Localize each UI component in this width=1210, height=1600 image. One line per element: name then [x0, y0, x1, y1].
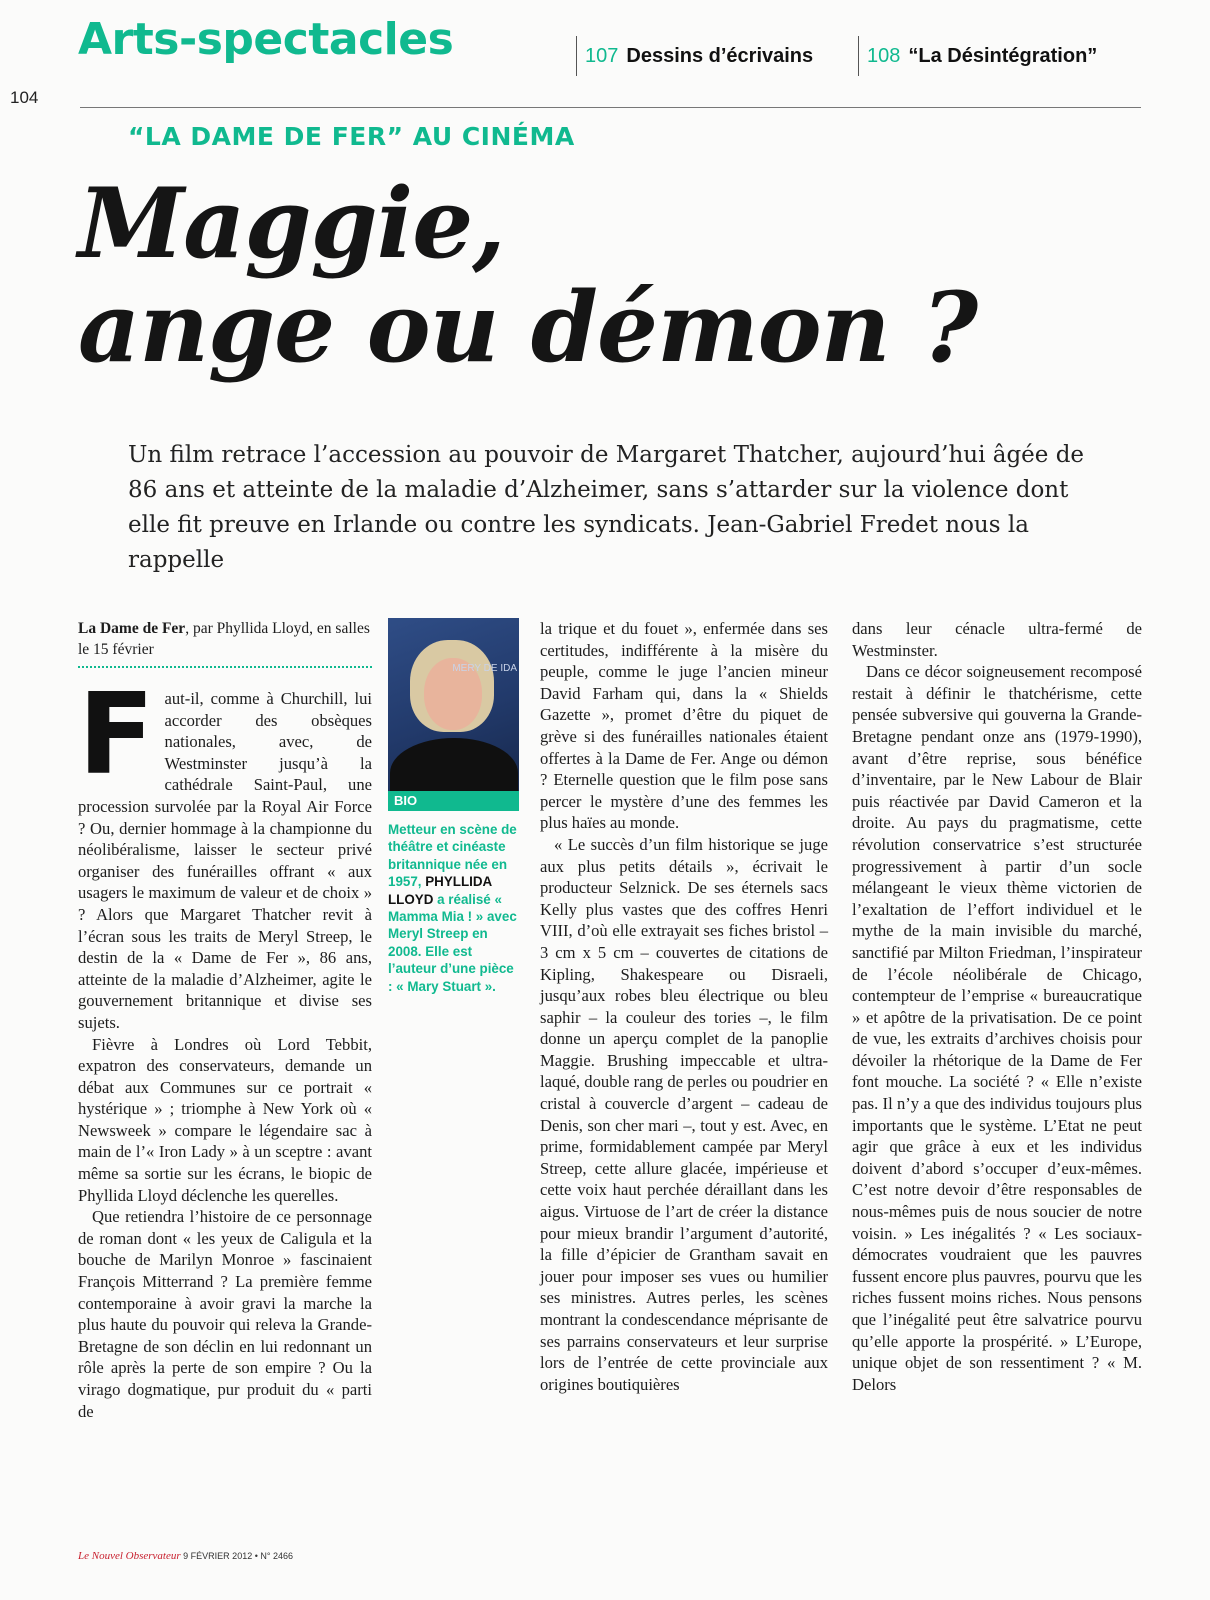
issue-date: 9 FÉVRIER 2012 • N° 2466 [183, 1551, 293, 1561]
xref-label: Dessins d’écrivains [626, 44, 814, 67]
article-standfirst: Un film retrace l’accession au pouvoir de Margaret Thatcher, aujourd’hui âgée de 86 ans et atteinte de la maladie d’Alzheimer, sans s’attarder sur la violence dont elle fit preuve en Irlande ou contre les syndicats. Jean-Gabriel Fredet nous la rappelle [128, 442, 1085, 573]
xref-label: “La Désintégration” [908, 44, 1098, 67]
article-kicker: “LA DAME DE FER” AU CINÉMA [128, 122, 575, 151]
article-headline [78, 167, 1138, 384]
paragraph-text: aut-il, comme à Churchill, lui accorder des obsèques nationales, avec, de Westminster jusqu’à la cathédrale Saint-Paul, une procession survolée par la Royal Air Force ? Ou, dernier hommage à la championne du néolibéralisme, laisser le secteur privé organiser des funérailles offrant « aux usagers le maximum de valeur et de choix » ? Alors que Margaret Thatcher revit à l’écran sous les traits de Meryl Streep, le destin de la « Dame de Fer », 86 ans, atteinte de la maladie d’Alzheimer, agite le gouvernement britannique et divise ses sujets. [78, 689, 372, 1032]
bio-text [388, 821, 520, 995]
article-column-3 [540, 618, 828, 1395]
paragraph: la trique et du fouet », enfermée dans ses certitudes, indifférente à la misère du peuple, comme le juge l’ancien mineur David Farham qui, dans la « Shields Gazette », promet d’être du piquet de grève si des funérailles nationales étaient offertes à la Dame de Fer. Ange ou démon ? Eternelle question que le film pose sans percer le mystère d’une des femmes les plus haïes au monde. [540, 619, 828, 833]
film-title: La Dame de Fer [78, 620, 186, 637]
magazine-logo: Le Nouvel Observateur [78, 1550, 181, 1562]
paragraph: Que retiendra l’histoire de ce personnage de roman dont « les yeux de Caligula et la bouche de Marilyn Monroe » fascinaient François Mitterrand ? La première femme contemporaine à avoir gravi la marche la plus haute du pouvoir qui releva la Grande-Bretagne de son déclin en lui redonnant un rôle après la perte de son empire ? Ou la virago dogmatique, pur produit du « parti de [78, 1207, 372, 1421]
section-title: Arts-spectacles [78, 14, 454, 65]
xref-dessins[interactable] [576, 36, 813, 76]
bio-text-before: Metteur en scène de théâtre et cinéaste britannique née en 1957, [388, 822, 517, 890]
bio-label: BIO [388, 791, 519, 811]
bio-name: PHYLLIDA LLOYD [388, 874, 492, 907]
photo-body [390, 738, 518, 791]
xref-page-number: 108 [867, 44, 901, 67]
headline-line-1: Maggie, [78, 167, 505, 280]
paragraph: Dans ce décor soigneusement recomposé restait à définir le thatchérisme, cette pensée subversive qui gouverna la Grande-Bretagne pendant onze ans (1979-1990), avant d’être reprise, sous bénéfice d’inventaire, par le New Labour de Blair puis réactivée par David Cameron et la droite. Au pays du pragmatisme, cette révolution conservatrice s’est structurée progressivement à partir d’un socle mélangeant le vieux thème victorien de l’exaltation de l’effort individuel et le mythe de la main invisible du marché, sanctifié par Milton Friedman, l’inspirateur de l’école néolibérale de Chicago, contempteur de l’emprise « bureaucratique » et apôtre de la privatisation. De ce point de vue, les extraits d’archives choisis pour dévoiler la rhétorique de la Dame de Fer font mouche. La société ? « Elle n’existe pas. Il n’y a que des individus toujours plus importants que le système. L’Etat ne peut agir que grâce à eux et les individus doivent d’abord s’occuper d’eux-mêmes. C’est notre devoir d’être responsables de nous-mêmes puis de nous soucier de notre voisin. » Les inégalités ? « Les sociaux-démocrates voudraient que les pauvres fussent encore plus pauvres, pourvu que les riches fussent moins riches. Nous pensons que l’inégalité peut être salvatrice pourvu qu’elle apporte la prospérité. » L’Europe, unique objet de son ressentiment ? « M. Delors [852, 662, 1142, 1394]
xref-desintegration[interactable] [858, 36, 1097, 76]
paragraph: « Le succès d’un film historique se juge aux plus petits détails », écrivait le producteur Selznick. De ses éternels sacs Kelly plus vastes que des coffres Henri VIII, d’où elle extrayait ses fiches bristol – 3 cm x 5 cm – couvertes de citations de Kipling, Shakespeare ou Disraeli, jusqu’aux robes bleu électrique ou bleu saphir – la couleur des tories –, le film donne un aperçu complet de la panoplie Maggie. Brushing impeccable et ultra-laqué, double rang de perles ou poudrier en cristal à couvercle d’argent – cadeau de Denis, son cher mari –, tout y est. Avec, en prime, formidablement campée par Meryl Streep, cette allure glacée, impérieuse et cette voix haut perchée déraillant dans les aigus. Virtuose de l’art de créer la distance pour mieux brandir l’argument d’autorité, la fille d’épicier de Grantham savait en jouer pour imposer ses vues ou humilier ses ministres. Autres perles, les scènes montrant la condescendance méprisante de ses parrains conservateurs et leur surprise lors de l’entrée de cette provinciale aux origines boutiquières [540, 834, 828, 1394]
bio-text-after: a réalisé « Mamma Mia ! » avec Meryl Streep en 2008. Elle est l’auteur d’une pièce : « Mary Stuart ». [388, 891, 517, 994]
xref-divider [858, 36, 859, 76]
article-column-4 [852, 618, 1142, 1395]
page-number: 104 [10, 88, 39, 107]
article-column-1 [78, 618, 372, 1422]
page-footer [78, 1550, 293, 1562]
xref-divider [576, 36, 577, 76]
film-credit [78, 618, 372, 668]
headline-line-2: ange ou démon ? [78, 271, 978, 384]
header-rule [80, 107, 1141, 108]
photo-backdrop-text: MERY DE IDA [452, 663, 517, 674]
paragraph: dans leur cénacle ultra-fermé de Westminster. [852, 619, 1142, 660]
film-credit-details: , par Phyllida Lloyd, en salles le 15 février [78, 620, 370, 658]
xref-page-number: 107 [585, 44, 619, 67]
director-photo [388, 618, 519, 791]
paragraph [78, 670, 372, 1034]
drop-cap: F [78, 670, 155, 800]
paragraph: Fièvre à Londres où Lord Tebbit, expatron des conservateurs, demande un débat aux Communes sur ce portrait « hystérique » ; triomphe à New York où « Newsweek » compare le légendaire sac à main de l’« Iron Lady » à un sceptre : avant même sa sortie sur les écrans, le biopic de Phyllida Lloyd déclenche les querelles. [78, 1034, 372, 1205]
